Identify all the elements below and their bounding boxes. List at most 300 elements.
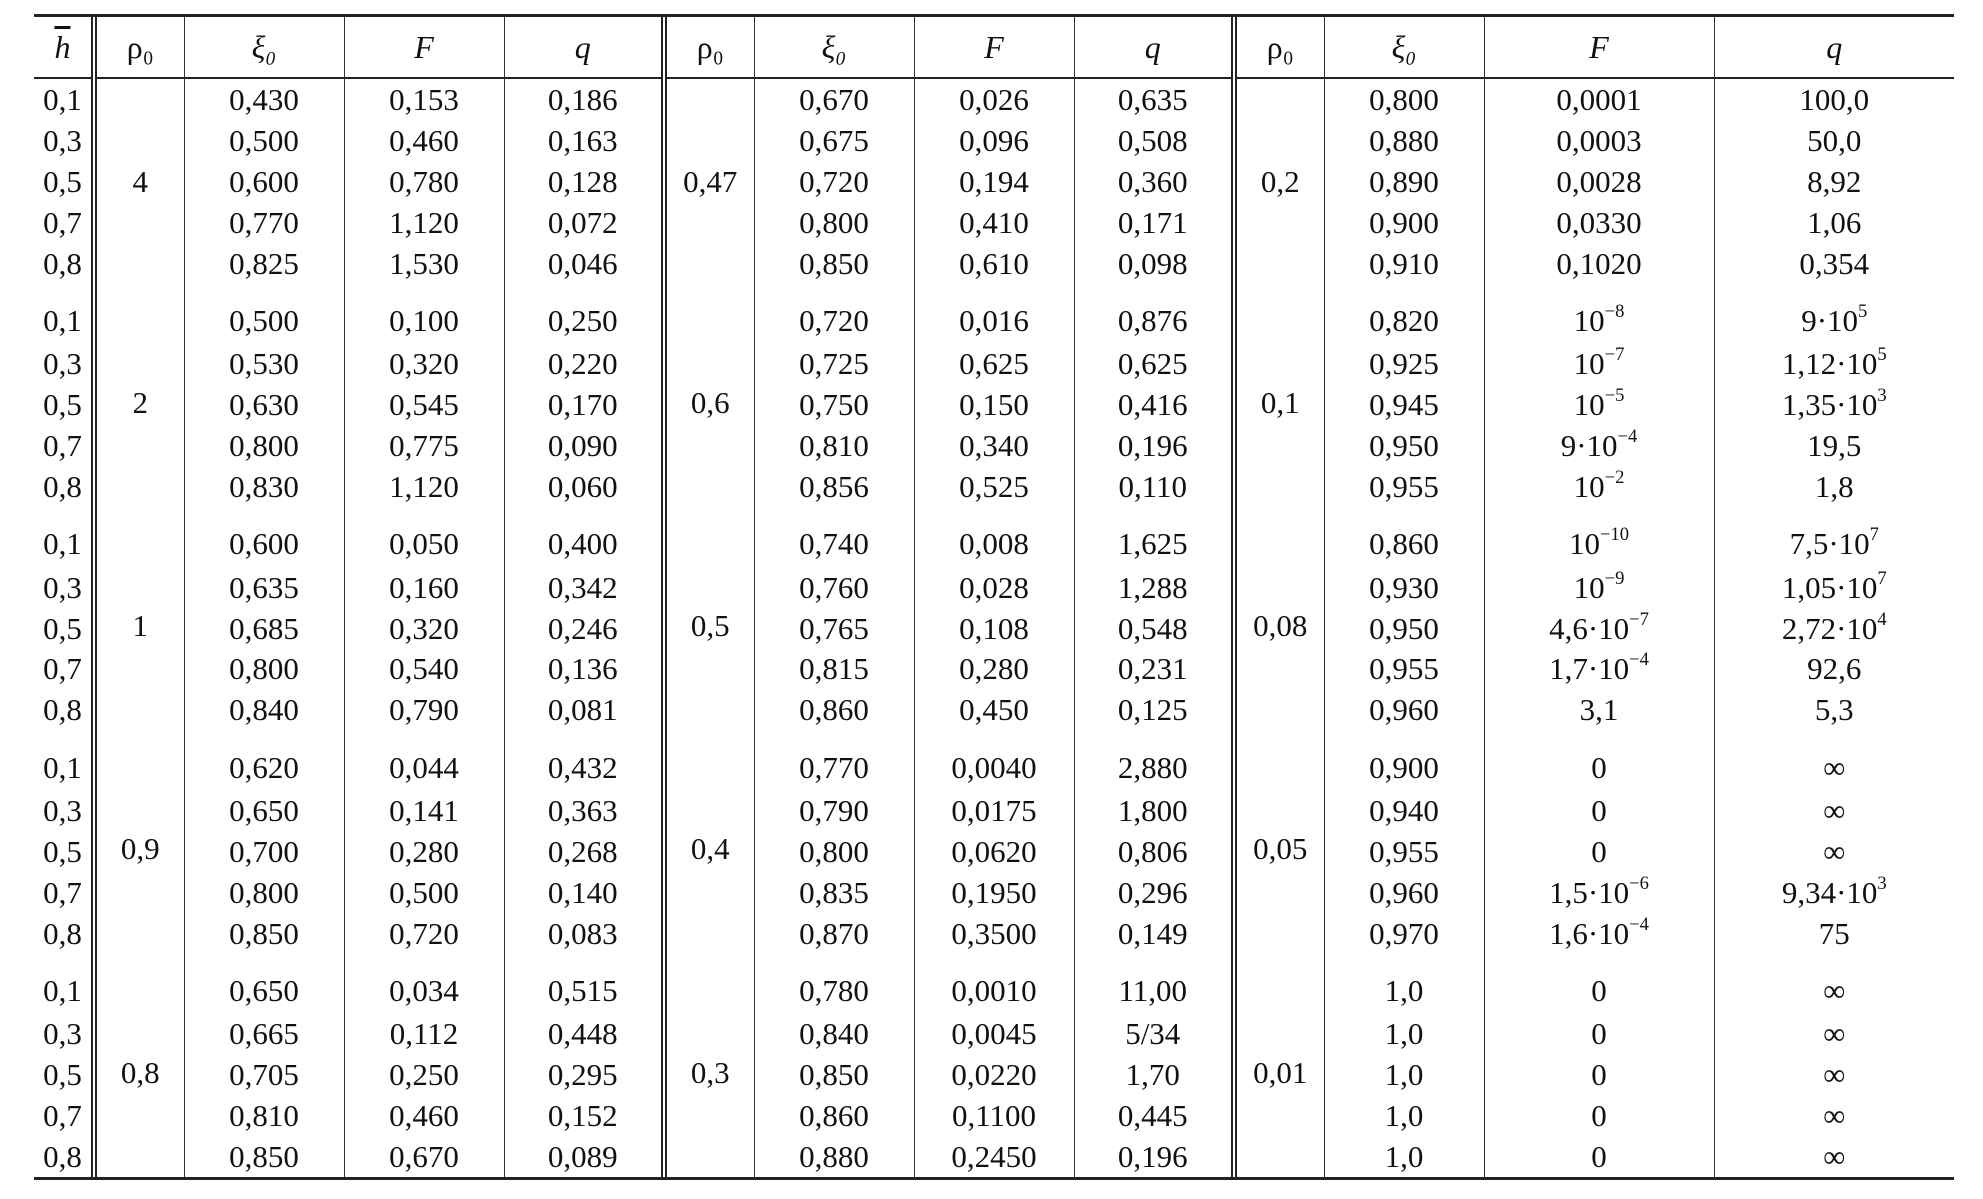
value-base: 1,7·10: [1549, 651, 1630, 687]
xi-cell: 0,810: [754, 425, 914, 466]
value-base: 4,6·10: [1549, 610, 1630, 646]
f-cell: 0,044: [344, 730, 504, 789]
f-cell: 0,500: [344, 872, 504, 913]
table-row: [34, 120, 1954, 161]
f-cell: 0,320: [344, 343, 504, 384]
value-exponent: −7: [1629, 608, 1649, 630]
h-cell: 0,8: [43, 692, 82, 728]
f-cell: 0: [1484, 790, 1714, 831]
f-cell: 0,0040: [914, 730, 1074, 789]
f-cell: 0,150: [914, 384, 1074, 425]
q-cell: 0,110: [1074, 466, 1234, 507]
table-row: [34, 831, 1954, 872]
xi-cell: 0,760: [754, 567, 914, 608]
q-cell: 0,635: [1074, 78, 1234, 120]
h-cell: 0,3: [43, 346, 82, 382]
xi-cell: 0,670: [754, 78, 914, 120]
f-cell: 0,545: [344, 384, 504, 425]
q-cell: 0,098: [1074, 243, 1234, 284]
xi-cell: 0,880: [754, 1136, 914, 1177]
h-cell: 0,3: [43, 792, 82, 828]
value-exponent: 5: [1877, 344, 1887, 366]
value-exponent: 4: [1877, 608, 1887, 630]
xi-cell: 0,800: [184, 872, 344, 913]
q-cell: 0,083: [504, 913, 664, 954]
xi-cell: 1,0: [1324, 954, 1484, 1013]
xi-cell: 0,815: [754, 649, 914, 690]
h-cell: 0,7: [43, 651, 82, 687]
q-cell: 0,089: [504, 1136, 664, 1177]
table-row: [34, 730, 1954, 789]
xi-cell: 0,860: [754, 1095, 914, 1136]
f-cell: 0,525: [914, 466, 1074, 507]
value-exponent: −9: [1604, 567, 1625, 589]
f-cell: 0,0220: [914, 1054, 1074, 1095]
f-cell: 0,670: [344, 1136, 504, 1177]
f-cell: 1,530: [344, 243, 504, 284]
xi-cell: 0,900: [1324, 730, 1484, 789]
xi-cell: 0,770: [184, 202, 344, 243]
q-cell: 0,876: [1074, 284, 1234, 343]
xi-cell: 0,960: [1324, 872, 1484, 913]
f-cell: [1484, 872, 1714, 913]
f-cell: 0,0045: [914, 1013, 1074, 1054]
xi-cell: 0,840: [754, 1013, 914, 1054]
q-cell: [1714, 384, 1954, 425]
q-cell: 75: [1714, 913, 1954, 954]
f-cell: [1484, 284, 1714, 343]
xi-cell: 0,850: [754, 1054, 914, 1095]
xi-cell: 0,930: [1324, 567, 1484, 608]
table-row: [34, 284, 1954, 343]
rho-cell: 0,8: [94, 954, 184, 1177]
xi-cell: 0,800: [184, 425, 344, 466]
header-rho-2: ρ₀: [664, 17, 754, 78]
table-row: [34, 384, 1954, 425]
f-cell: 0,625: [914, 343, 1074, 384]
rho-cell: 0,6: [664, 284, 754, 507]
value-base: 1,12·10: [1781, 346, 1878, 382]
h-cell: 0,3: [43, 123, 82, 159]
f-cell: [1484, 567, 1714, 608]
table-row: [34, 243, 1954, 284]
rho-cell: 0,08: [1234, 507, 1324, 730]
xi-cell: 0,675: [754, 120, 914, 161]
xi-cell: 0,630: [184, 384, 344, 425]
rho-cell: 0,4: [664, 730, 754, 953]
h-cell: 0,7: [43, 874, 82, 910]
header-xi-2: ξ₀: [754, 17, 914, 78]
f-cell: 0,410: [914, 202, 1074, 243]
value-base: 9·10: [1560, 428, 1618, 464]
q-cell: 2,880: [1074, 730, 1234, 789]
rho-cell: 0,01: [1234, 954, 1324, 1177]
q-cell: [1714, 507, 1954, 566]
table-row: [34, 1095, 1954, 1136]
q-cell: [1714, 608, 1954, 649]
xi-cell: 0,856: [754, 466, 914, 507]
q-cell: 0,149: [1074, 913, 1234, 954]
xi-cell: 0,750: [754, 384, 914, 425]
f-cell: 0,780: [344, 161, 504, 202]
f-cell: 0,460: [344, 1095, 504, 1136]
f-cell: [1484, 913, 1714, 954]
q-cell: 0,136: [504, 649, 664, 690]
table-row: [34, 466, 1954, 507]
table-row: [34, 1054, 1954, 1095]
f-cell: 0: [1484, 954, 1714, 1013]
f-cell: 0,320: [344, 608, 504, 649]
q-cell: 0,296: [1074, 872, 1234, 913]
h-cell: 0,8: [43, 1138, 82, 1174]
xi-cell: 0,840: [184, 689, 344, 730]
value-exponent: 7: [1869, 524, 1879, 546]
xi-cell: 0,820: [1324, 284, 1484, 343]
h-cell: 0,1: [43, 749, 82, 785]
xi-cell: 0,860: [754, 689, 914, 730]
table-row: [34, 507, 1954, 566]
f-cell: 0,096: [914, 120, 1074, 161]
xi-cell: 0,430: [184, 78, 344, 120]
q-cell: 0,072: [504, 202, 664, 243]
header-f-3: F: [1484, 17, 1714, 78]
q-cell: ∞: [1714, 1054, 1954, 1095]
q-cell: 0,140: [504, 872, 664, 913]
rho-cell: 0,2: [1234, 78, 1324, 284]
f-cell: [1484, 425, 1714, 466]
xi-cell: 0,780: [754, 954, 914, 1013]
h-cell: 0,7: [43, 428, 82, 464]
rho-cell: 1: [94, 507, 184, 730]
table-row: [34, 343, 1954, 384]
xi-cell: 0,940: [1324, 790, 1484, 831]
q-cell: 1,625: [1074, 507, 1234, 566]
value-exponent: 7: [1877, 567, 1887, 589]
rho-cell: 0,9: [94, 730, 184, 953]
xi-cell: 0,955: [1324, 649, 1484, 690]
f-cell: 0,3500: [914, 913, 1074, 954]
xi-cell: 0,665: [184, 1013, 344, 1054]
h-cell: 0,5: [43, 610, 82, 646]
xi-cell: 0,800: [184, 649, 344, 690]
h-cell: 0,7: [43, 1097, 82, 1133]
xi-cell: 0,790: [754, 790, 914, 831]
rho-cell: 0,47: [664, 78, 754, 284]
f-cell: 0,153: [344, 78, 504, 120]
data-table-container: [34, 14, 1954, 1180]
f-cell: 0,775: [344, 425, 504, 466]
xi-cell: 0,720: [754, 161, 914, 202]
q-cell: 8,92: [1714, 161, 1954, 202]
h-cell: 0,8: [43, 469, 82, 505]
q-cell: 0,250: [504, 284, 664, 343]
value-exponent: −4: [1629, 913, 1649, 935]
f-cell: 0,100: [344, 284, 504, 343]
f-cell: 0,194: [914, 161, 1074, 202]
value-exponent: −5: [1604, 385, 1625, 407]
f-cell: 0: [1484, 831, 1714, 872]
f-cell: 0,540: [344, 649, 504, 690]
q-cell: 5,3: [1714, 689, 1954, 730]
table-row: [34, 78, 1954, 120]
q-cell: 0,196: [1074, 1136, 1234, 1177]
value-exponent: −4: [1617, 426, 1638, 448]
f-cell: 0,450: [914, 689, 1074, 730]
q-cell: 0,360: [1074, 161, 1234, 202]
value-base: 7,5·10: [1789, 526, 1870, 562]
xi-cell: 0,705: [184, 1054, 344, 1095]
xi-cell: 0,500: [184, 284, 344, 343]
table-row: [34, 1013, 1954, 1054]
f-cell: 1,120: [344, 202, 504, 243]
xi-cell: 0,870: [754, 913, 914, 954]
f-cell: 0,460: [344, 120, 504, 161]
f-cell: [1484, 649, 1714, 690]
xi-cell: 0,500: [184, 120, 344, 161]
xi-cell: 0,880: [1324, 120, 1484, 161]
xi-cell: 0,955: [1324, 831, 1484, 872]
table-row: [34, 425, 1954, 466]
f-cell: 0,0010: [914, 954, 1074, 1013]
q-cell: 0,170: [504, 384, 664, 425]
table-row: [34, 689, 1954, 730]
f-cell: [1484, 608, 1714, 649]
table-row: [34, 649, 1954, 690]
q-cell: 0,060: [504, 466, 664, 507]
xi-cell: 0,620: [184, 730, 344, 789]
q-cell: 0,220: [504, 343, 664, 384]
q-cell: 0,363: [504, 790, 664, 831]
h-cell: 0,3: [43, 569, 82, 605]
f-cell: 0,160: [344, 567, 504, 608]
rho-cell: 2: [94, 284, 184, 507]
value-exponent: −8: [1604, 301, 1625, 323]
xi-cell: 0,685: [184, 608, 344, 649]
q-cell: 0,125: [1074, 689, 1234, 730]
xi-cell: 0,800: [754, 202, 914, 243]
q-cell: 0,625: [1074, 343, 1234, 384]
header-row: [34, 17, 1954, 78]
q-cell: 0,508: [1074, 120, 1234, 161]
xi-cell: 0,925: [1324, 343, 1484, 384]
xi-cell: 0,800: [754, 831, 914, 872]
xi-cell: 0,890: [1324, 161, 1484, 202]
f-cell: 0: [1484, 1013, 1714, 1054]
table-body: [34, 78, 1954, 1177]
table-row: [34, 913, 1954, 954]
f-cell: 0,0175: [914, 790, 1074, 831]
rho-cell: 0,1: [1234, 284, 1324, 507]
table-row: [34, 608, 1954, 649]
value-base: 10: [1573, 303, 1605, 339]
f-cell: 0,050: [344, 507, 504, 566]
value-exponent: −4: [1629, 649, 1649, 671]
f-cell: 0,280: [914, 649, 1074, 690]
xi-cell: 0,720: [754, 284, 914, 343]
xi-cell: 0,950: [1324, 425, 1484, 466]
f-cell: [1484, 343, 1714, 384]
table-row: [34, 1136, 1954, 1177]
q-cell: 0,445: [1074, 1095, 1234, 1136]
f-cell: 0,280: [344, 831, 504, 872]
value-base: 10: [1568, 526, 1600, 562]
q-cell: 5/34: [1074, 1013, 1234, 1054]
f-cell: 0,026: [914, 78, 1074, 120]
q-cell: 0,196: [1074, 425, 1234, 466]
f-cell: 0,0003: [1484, 120, 1714, 161]
q-cell: 0,342: [504, 567, 664, 608]
q-cell: 0,246: [504, 608, 664, 649]
f-cell: 0,0330: [1484, 202, 1714, 243]
q-cell: ∞: [1714, 954, 1954, 1013]
q-cell: ∞: [1714, 831, 1954, 872]
xi-cell: 0,600: [184, 161, 344, 202]
header-rho-3: ρ₀: [1234, 17, 1324, 78]
table-row: [34, 161, 1954, 202]
q-cell: ∞: [1714, 730, 1954, 789]
header-q-2: q: [1074, 17, 1234, 78]
h-cell: 0,1: [43, 972, 82, 1008]
value-exponent: −6: [1629, 872, 1649, 894]
table-row: [34, 954, 1954, 1013]
f-cell: 0,1100: [914, 1095, 1074, 1136]
xi-cell: 0,970: [1324, 913, 1484, 954]
f-cell: 0: [1484, 1054, 1714, 1095]
xi-cell: 1,0: [1324, 1013, 1484, 1054]
q-cell: 11,00: [1074, 954, 1234, 1013]
header-rho-1: ρ₀: [94, 17, 184, 78]
f-cell: [1484, 507, 1714, 566]
q-cell: ∞: [1714, 1136, 1954, 1177]
h-cell: 0,8: [43, 915, 82, 951]
f-cell: 0,016: [914, 284, 1074, 343]
value-exponent: 5: [1858, 301, 1868, 323]
xi-cell: 0,945: [1324, 384, 1484, 425]
xi-cell: 0,955: [1324, 466, 1484, 507]
q-cell: 92,6: [1714, 649, 1954, 690]
q-cell: ∞: [1714, 1013, 1954, 1054]
xi-cell: 0,810: [184, 1095, 344, 1136]
xi-cell: 1,0: [1324, 1095, 1484, 1136]
f-cell: 0,2450: [914, 1136, 1074, 1177]
xi-cell: 0,960: [1324, 689, 1484, 730]
value-base: 1,6·10: [1549, 915, 1630, 951]
q-cell: 0,416: [1074, 384, 1234, 425]
q-cell: 50,0: [1714, 120, 1954, 161]
value-exponent: 3: [1877, 385, 1887, 407]
q-cell: 0,090: [504, 425, 664, 466]
xi-cell: 0,600: [184, 507, 344, 566]
header-xi-1: ξ₀: [184, 17, 344, 78]
f-cell: 0,112: [344, 1013, 504, 1054]
h-cell: 0,1: [43, 526, 82, 562]
rho-cell: 0,05: [1234, 730, 1324, 953]
q-cell: 0,548: [1074, 608, 1234, 649]
f-cell: 0,034: [344, 954, 504, 1013]
f-cell: [1484, 466, 1714, 507]
q-cell: 1,06: [1714, 202, 1954, 243]
q-cell: 0,186: [504, 78, 664, 120]
xi-cell: 0,650: [184, 790, 344, 831]
q-cell: 0,432: [504, 730, 664, 789]
f-cell: 0: [1484, 730, 1714, 789]
f-cell: 0,250: [344, 1054, 504, 1095]
h-cell: 0,5: [43, 164, 82, 200]
value-base: 1,5·10: [1549, 874, 1630, 910]
q-cell: 1,800: [1074, 790, 1234, 831]
value-exponent: 3: [1877, 872, 1887, 894]
header-q-1: q: [504, 17, 664, 78]
q-cell: 0,806: [1074, 831, 1234, 872]
header-f-2: F: [914, 17, 1074, 78]
q-cell: 0,400: [504, 507, 664, 566]
h-cell: 0,1: [43, 303, 82, 339]
xi-cell: 0,860: [1324, 507, 1484, 566]
q-cell: 0,295: [504, 1054, 664, 1095]
xi-cell: 0,950: [1324, 608, 1484, 649]
q-cell: 0,515: [504, 954, 664, 1013]
value-base: 1,05·10: [1781, 569, 1878, 605]
value-exponent: −7: [1604, 344, 1625, 366]
xi-cell: 0,700: [184, 831, 344, 872]
f-cell: 0,141: [344, 790, 504, 831]
xi-cell: 0,800: [1324, 78, 1484, 120]
value-base: 2,72·10: [1781, 610, 1878, 646]
h-cell: 0,5: [43, 833, 82, 869]
q-cell: 0,046: [504, 243, 664, 284]
q-cell: 1,288: [1074, 567, 1234, 608]
xi-cell: 0,650: [184, 954, 344, 1013]
q-cell: 0,081: [504, 689, 664, 730]
xi-cell: 1,0: [1324, 1136, 1484, 1177]
f-cell: 0,0001: [1484, 78, 1714, 120]
xi-cell: 0,765: [754, 608, 914, 649]
table-row: [34, 790, 1954, 831]
value-exponent: −2: [1604, 467, 1625, 489]
f-cell: 1,120: [344, 466, 504, 507]
q-cell: 0,171: [1074, 202, 1234, 243]
q-cell: 100,0: [1714, 78, 1954, 120]
q-cell: ∞: [1714, 1095, 1954, 1136]
xi-cell: 0,900: [1324, 202, 1484, 243]
xi-cell: 1,0: [1324, 1054, 1484, 1095]
xi-cell: 0,835: [754, 872, 914, 913]
h-cell: 0,1: [43, 82, 82, 118]
rho-cell: 0,3: [664, 954, 754, 1177]
q-cell: [1714, 343, 1954, 384]
q-cell: [1714, 567, 1954, 608]
value-base: 10: [1573, 469, 1605, 505]
value-base: 1,35·10: [1781, 387, 1878, 423]
xi-cell: 0,770: [754, 730, 914, 789]
value-base: 9·10: [1801, 303, 1859, 339]
table-row: [34, 872, 1954, 913]
f-cell: 3,1: [1484, 689, 1714, 730]
h-cell: 0,7: [43, 205, 82, 241]
q-cell: 0,163: [504, 120, 664, 161]
q-cell: [1714, 872, 1954, 913]
f-cell: 0,790: [344, 689, 504, 730]
q-cell: 0,268: [504, 831, 664, 872]
f-cell: 0,610: [914, 243, 1074, 284]
f-cell: [1484, 384, 1714, 425]
header-xi-3: ξ₀: [1324, 17, 1484, 78]
h-cell: 0,8: [43, 246, 82, 282]
q-cell: 1,70: [1074, 1054, 1234, 1095]
f-cell: 0,028: [914, 567, 1074, 608]
xi-cell: 0,850: [184, 913, 344, 954]
header-q-3: q: [1714, 17, 1954, 78]
